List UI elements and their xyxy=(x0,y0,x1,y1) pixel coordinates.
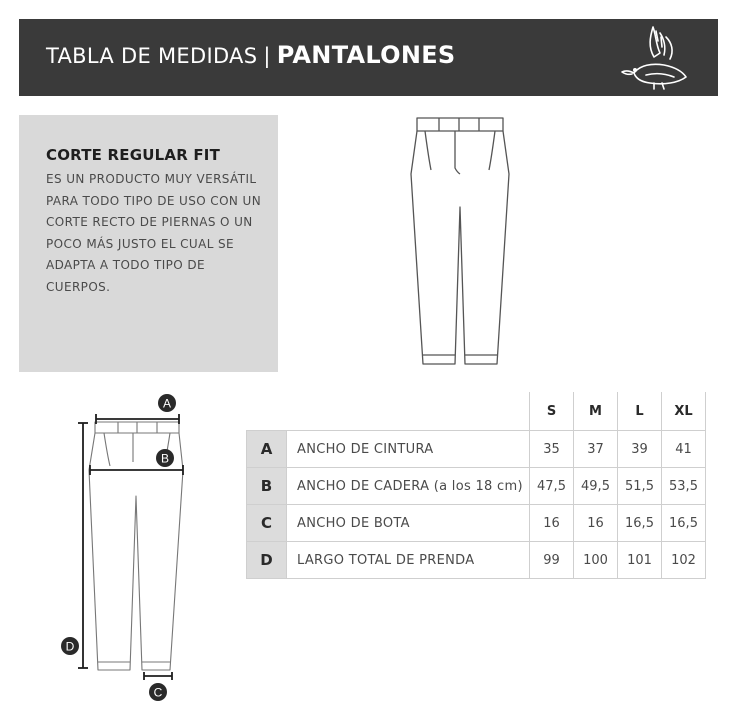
table-row xyxy=(247,468,706,505)
size-value: 16 xyxy=(574,505,618,542)
header-bar xyxy=(19,19,718,96)
size-value: 41 xyxy=(662,431,706,468)
page-title xyxy=(46,41,455,69)
pants-illustration xyxy=(405,112,515,370)
size-value: 51,5 xyxy=(618,468,662,505)
size-header: S xyxy=(530,392,574,431)
table-row xyxy=(247,431,706,468)
fit-info-panel xyxy=(19,115,278,372)
fit-heading: CORTE REGULAR FIT xyxy=(46,146,221,164)
marker-c-label: C xyxy=(153,685,163,700)
row-letter: D xyxy=(247,542,287,579)
size-table xyxy=(246,392,706,579)
fit-description: ES UN PRODUCTO MUY VERSÁTIL PARA TODO TIPO DE USO CON UN CORTE RECTO DE PIERNAS O UN POCO MÁS JUSTO EL CUAL SE ADAPTA A TODO TIPO DE CUERPOS. xyxy=(46,172,262,294)
marker-a xyxy=(158,394,176,412)
pants-measurement-diagram xyxy=(50,388,200,706)
size-header: L xyxy=(618,392,662,431)
row-letter: B xyxy=(247,468,287,505)
size-value: 39 xyxy=(618,431,662,468)
row-letter: C xyxy=(247,505,287,542)
row-measure-name: ANCHO DE CADERA (a los 18 cm) xyxy=(287,468,530,505)
size-value: 101 xyxy=(618,542,662,579)
table-row xyxy=(247,505,706,542)
size-value: 37 xyxy=(574,431,618,468)
marker-a-label: A xyxy=(162,396,172,411)
size-value: 100 xyxy=(574,542,618,579)
marker-c xyxy=(149,683,167,701)
size-value: 16 xyxy=(530,505,574,542)
size-value: 49,5 xyxy=(574,468,618,505)
size-value: 53,5 xyxy=(662,468,706,505)
size-value: 47,5 xyxy=(530,468,574,505)
title-light: TABLA DE MEDIDAS xyxy=(46,44,258,68)
marker-d-label: D xyxy=(65,639,75,654)
size-header: M xyxy=(574,392,618,431)
size-value: 16,5 xyxy=(662,505,706,542)
table-row xyxy=(247,542,706,579)
size-header: XL xyxy=(662,392,706,431)
row-measure-name: ANCHO DE BOTA xyxy=(287,505,530,542)
marker-b-label: B xyxy=(160,451,170,466)
row-measure-name: LARGO TOTAL DE PRENDA xyxy=(287,542,530,579)
size-header-row xyxy=(247,392,706,431)
size-value: 102 xyxy=(662,542,706,579)
size-value: 35 xyxy=(530,431,574,468)
title-separator: | xyxy=(263,44,271,68)
row-letter: A xyxy=(247,431,287,468)
duck-logo-icon xyxy=(620,23,694,91)
size-value: 16,5 xyxy=(618,505,662,542)
title-bold: PANTALONES xyxy=(276,41,456,69)
marker-b xyxy=(156,449,174,467)
row-measure-name: ANCHO DE CINTURA xyxy=(287,431,530,468)
size-value: 99 xyxy=(530,542,574,579)
marker-d xyxy=(61,637,79,655)
